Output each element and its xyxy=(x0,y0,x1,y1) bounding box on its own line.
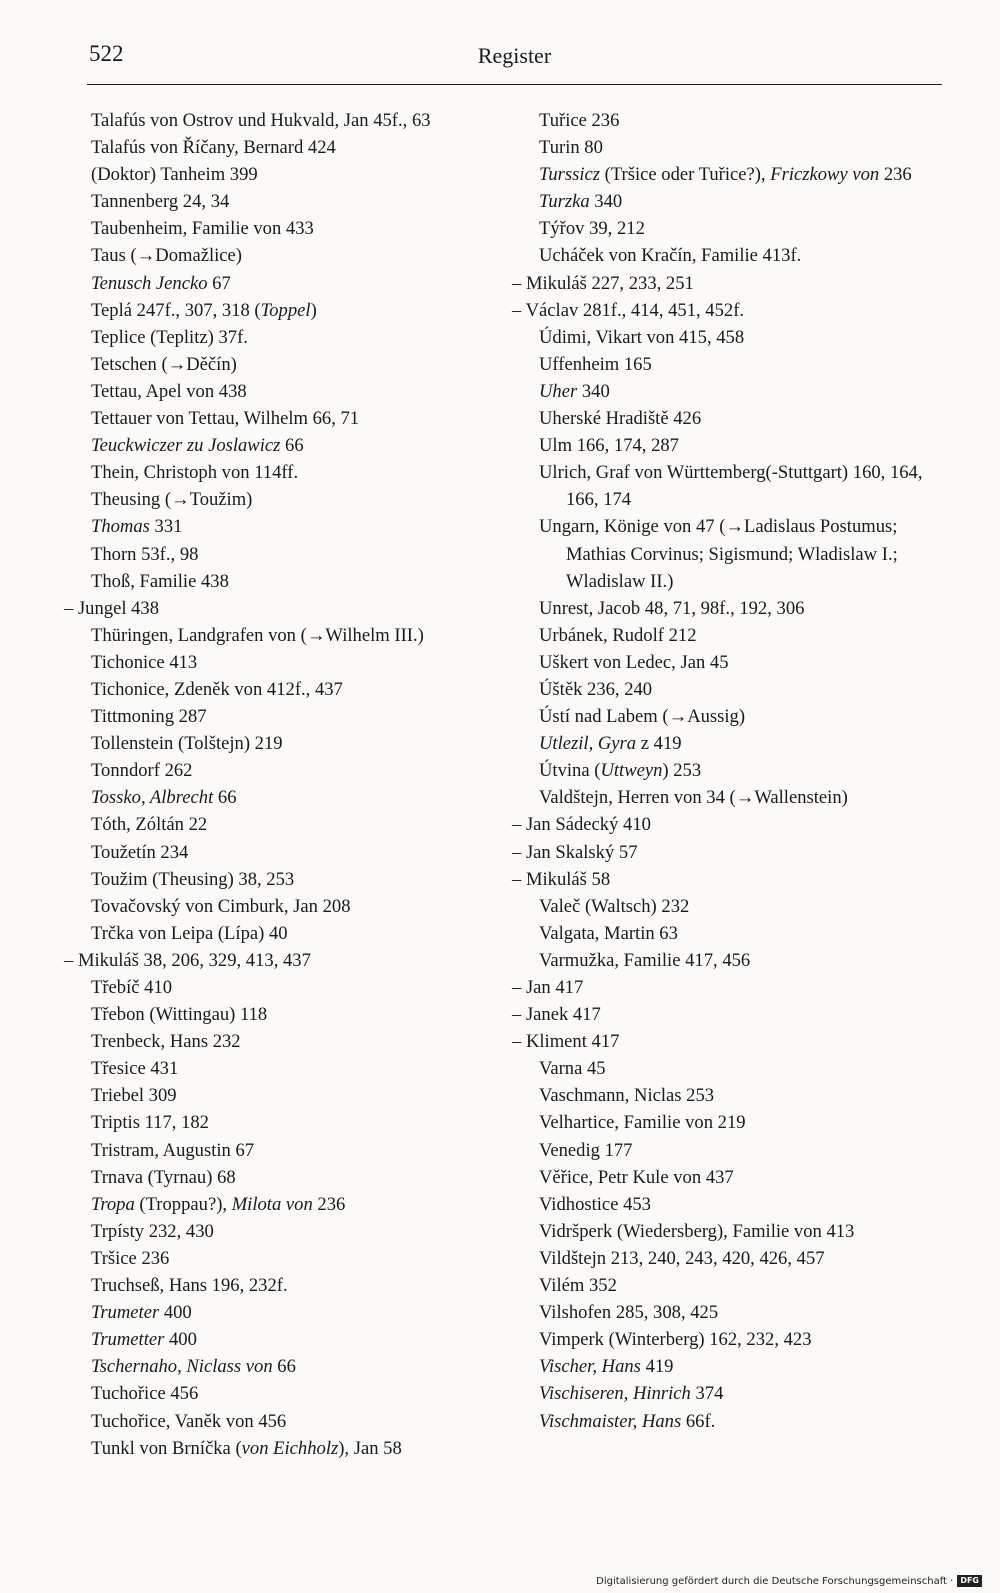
index-entry: Tettauer von Tettau, Wilhelm 66, 71 xyxy=(91,408,360,430)
index-entry: Vilém 352 xyxy=(539,1275,617,1297)
index-entry: Ulm 166, 174, 287 xyxy=(539,435,679,457)
index-entry: (Doktor) Tanheim 399 xyxy=(91,164,258,186)
index-entry: – Mikuláš 227, 233, 251 xyxy=(512,272,694,294)
index-entry: – Mikuláš 38, 206, 329, 413, 437 xyxy=(64,949,311,971)
index-entry: Uškert von Ledec, Jan 45 xyxy=(539,651,729,673)
index-entry: Tuchořice, Vaněk von 456 xyxy=(91,1410,287,1432)
index-entry: Tossko, Albrecht 66 xyxy=(91,787,237,809)
index-entry: Tettau, Apel von 438 xyxy=(91,380,247,402)
index-entry: Trčka von Leipa (Lípa) 40 xyxy=(91,922,288,944)
dfg-logo: DFG xyxy=(957,1575,982,1587)
index-entry: Turssicz (Tršice oder Tuřice?), Friczkowy von 236 xyxy=(539,164,912,186)
index-entry: Turzka 340 xyxy=(539,191,623,213)
index-entry: Vischer, Hans 419 xyxy=(539,1356,674,1378)
index-entry: Uffenheim 165 xyxy=(539,353,652,375)
index-entry: Tichonice 413 xyxy=(91,651,198,673)
index-entry: Uher 340 xyxy=(539,380,610,402)
index-entry: Tannenberg 24, 34 xyxy=(91,191,230,213)
index-entry: Truchseß, Hans 196, 232f. xyxy=(91,1275,288,1297)
index-entry: Tetschen (→Děčín) xyxy=(91,353,237,375)
index-column-right xyxy=(512,107,959,1435)
page-header xyxy=(87,38,942,85)
index-entry: Tóth, Zóltán 22 xyxy=(91,814,208,836)
index-entry: Útvina (Uttweyn) 253 xyxy=(539,760,702,782)
index-entry: Třesice 431 xyxy=(91,1058,179,1080)
index-entry: Thomas 331 xyxy=(91,516,183,538)
index-entry: Trumeter 400 xyxy=(91,1302,192,1324)
index-entry: Tuřice 236 xyxy=(539,110,620,131)
index-entry: Taubenheim, Familie von 433 xyxy=(91,218,314,240)
index-entry: Tunkl von Brníčka (von Eichholz), Jan 58 xyxy=(91,1437,402,1459)
index-entry: Valeč (Waltsch) 232 xyxy=(539,895,690,917)
index-entry: Urbánek, Rudolf 212 xyxy=(539,624,697,646)
index-entry: – Mikuláš 58 xyxy=(512,868,611,890)
index-entry: Taus (→Domažlice) xyxy=(91,245,243,267)
index-entry: – Václav 281f., 414, 451, 452f. xyxy=(512,299,745,321)
index-entry: Tittmoning 287 xyxy=(91,706,207,728)
index-entry: Vildštejn 213, 240, 243, 420, 426, 457 xyxy=(539,1247,825,1269)
index-entry: Teplá 247f., 307, 318 (Toppel) xyxy=(91,299,317,321)
index-entry: – Jan 417 xyxy=(512,977,584,998)
index-entry: Vimperk (Winterberg) 162, 232, 423 xyxy=(539,1329,812,1351)
index-entry: Theusing (→Toužim) xyxy=(91,489,253,511)
index-entry: Tschernaho, Niclass von 66 xyxy=(91,1356,296,1378)
index-entry: Týřov 39, 212 xyxy=(539,218,645,240)
index-entry: Věřice, Petr Kule von 437 xyxy=(539,1166,734,1188)
index-entry: Thüringen, Landgrafen von (→Wilhelm III.) xyxy=(91,624,424,646)
index-entry: Vaschmann, Niclas 253 xyxy=(539,1085,715,1107)
index-entry: Třebíč 410 xyxy=(91,977,173,998)
index-entry: Úštěk 236, 240 xyxy=(539,678,653,700)
index-entry: Teuckwiczer zu Joslawicz 66 xyxy=(91,435,304,457)
index-entry: Vidršperk (Wiedersberg), Familie von 413 xyxy=(539,1220,855,1242)
index-entry: Ucháček von Kračín, Familie 413f. xyxy=(539,245,802,267)
index-entry: Vidhostice 453 xyxy=(539,1193,651,1215)
index-entry: Ústí nad Labem (→Aussig) xyxy=(539,706,746,728)
index-entry: – Janek 417 xyxy=(512,1004,601,1026)
index-entry: Třebon (Wittingau) 118 xyxy=(91,1004,268,1026)
index-entry: – Kliment 417 xyxy=(512,1031,620,1053)
index-column-left xyxy=(64,107,531,1462)
index-entry: Talafús von Říčany, Bernard 424 xyxy=(91,137,336,159)
index-entry: Valdštejn, Herren von 34 (→Wallenstein) xyxy=(539,787,848,809)
index-entry: Tuchořice 456 xyxy=(91,1383,199,1405)
index-entry: Tollenstein (Tolštejn) 219 xyxy=(91,733,283,755)
index-entry: Ulrich, Graf von Württemberg(-Stuttgart) 160, 164, 166, 174 xyxy=(539,462,923,511)
digitization-footer xyxy=(596,1575,982,1587)
index-entry: Tichonice, Zdeněk von 412f., 437 xyxy=(91,678,343,700)
index-entry: Údimi, Vikart von 415, 458 xyxy=(539,326,745,348)
index-entry: Tenusch Jencko 67 xyxy=(91,272,231,294)
index-entry: Teplice (Teplitz) 37f. xyxy=(91,326,248,348)
index-entry: Venedig 177 xyxy=(539,1139,633,1161)
index-entry: Thorn 53f., 98 xyxy=(91,543,199,565)
index-entry: Valgata, Martin 63 xyxy=(539,922,678,944)
index-entry: Trpísty 232, 430 xyxy=(91,1220,214,1242)
index-entry: Tonndorf 262 xyxy=(91,760,193,782)
index-entry: Turin 80 xyxy=(539,137,603,159)
index-entry: Tropa (Troppau?), Milota von 236 xyxy=(91,1193,346,1215)
index-entry: – Jan Skalský 57 xyxy=(512,841,638,863)
page-number: 522 xyxy=(89,41,124,66)
index-entry: Vilshofen 285, 308, 425 xyxy=(539,1302,719,1324)
index-entry: Tršice 236 xyxy=(91,1247,170,1269)
index-entry: Thein, Christoph von 114ff. xyxy=(91,462,299,484)
index-entry: Toužetín 234 xyxy=(91,841,189,863)
index-entry: Talafús von Ostrov und Hukvald, Jan 45f., 63 xyxy=(91,110,431,131)
index-entry: Ungarn, Könige von 47 (→Ladislaus Postumus; Mathias Corvinus; Sigismund; Wladislaw I.; Wladislaw II.) xyxy=(539,516,898,592)
index-entry: Trnava (Tyrnau) 68 xyxy=(91,1166,236,1188)
index-entry: Velhartice, Familie von 219 xyxy=(539,1112,746,1134)
index-entry: Tovačovský von Cimburk, Jan 208 xyxy=(91,895,351,917)
index-entry: Trumetter 400 xyxy=(91,1329,197,1351)
index-entry: Utlezil, Gyra z 419 xyxy=(539,733,682,755)
index-entry: Vischmaister, Hans 66f. xyxy=(539,1410,716,1432)
index-entry: Toužim (Theusing) 38, 253 xyxy=(91,868,295,890)
index-entry: Trenbeck, Hans 232 xyxy=(91,1031,241,1053)
index-entry: Varna 45 xyxy=(539,1058,606,1080)
index-entry: Vischiseren, Hinrich 374 xyxy=(539,1383,724,1405)
index-entry: – Jungel 438 xyxy=(64,597,160,619)
running-head: Register xyxy=(477,43,552,68)
index-entry: Varmužka, Familie 417, 456 xyxy=(539,949,751,971)
index-entry: Triebel 309 xyxy=(91,1085,177,1107)
index-entry: – Jan Sádecký 410 xyxy=(512,814,651,836)
index-entry: Thoß, Familie 438 xyxy=(91,570,229,592)
index-entry: Uherské Hradiště 426 xyxy=(539,408,702,430)
index-entry: Tristram, Augustin 67 xyxy=(91,1139,255,1161)
index-entry: Triptis 117, 182 xyxy=(91,1112,209,1134)
footer-credit: Digitalisierung gefördert durch die Deutsche Forschungsgemeinschaft · xyxy=(596,1575,954,1587)
index-entry: Unrest, Jacob 48, 71, 98f., 192, 306 xyxy=(539,597,805,619)
